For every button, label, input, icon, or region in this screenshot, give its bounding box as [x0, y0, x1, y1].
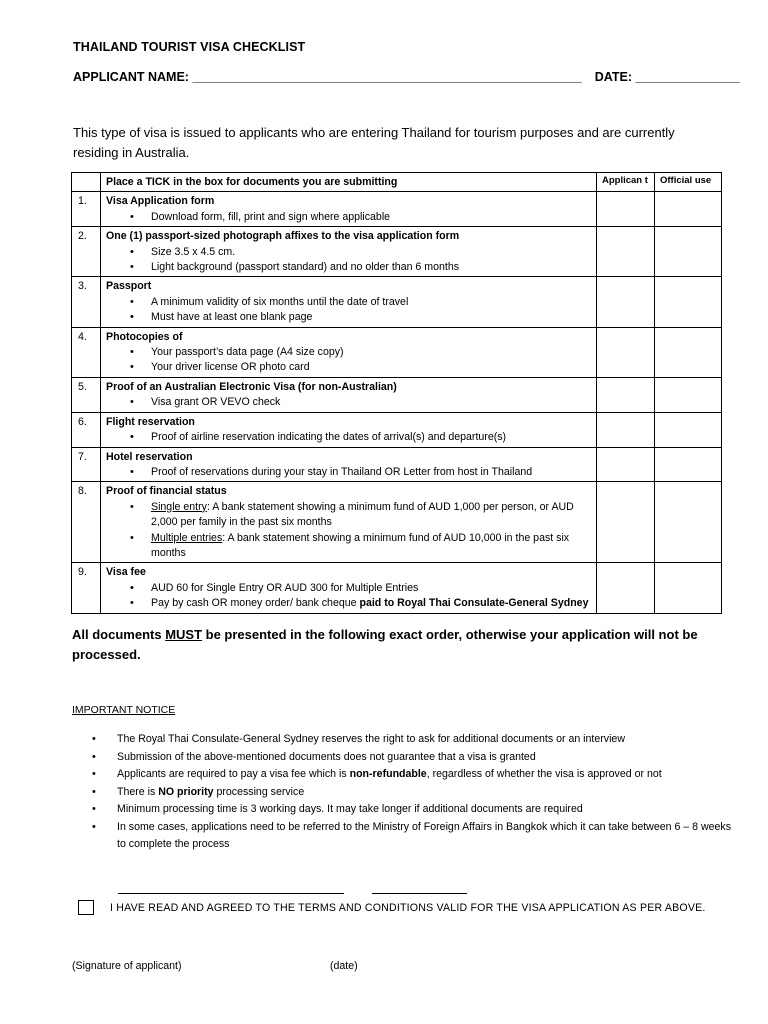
applicant-name-label: APPLICANT NAME: — [73, 70, 189, 84]
signature-line[interactable] — [118, 893, 344, 894]
table-row — [72, 412, 722, 447]
list-item: • Minimum processing time is 3 working days. It may take longer if additional documents are required — [72, 801, 732, 819]
list-item: • A minimum validity of six months until the date of travel — [106, 295, 592, 310]
row-number: 5. — [72, 377, 101, 412]
applicant-name-line[interactable]: ________________________________________________________ — [192, 70, 582, 84]
official-use-box — [655, 327, 722, 377]
must-emphasis: MUST — [165, 627, 203, 642]
row-content — [101, 277, 597, 327]
table-row — [72, 482, 722, 563]
signature-label: (Signature of applicant) — [72, 960, 182, 972]
table-row — [72, 227, 722, 277]
official-use-box — [655, 377, 722, 412]
applicant-tick-box[interactable] — [597, 227, 655, 277]
list-item: • Pay by cash OR money order/ bank cheque paid to Royal Thai Consulate-General Sydney — [106, 596, 592, 611]
list-item: • Multiple entries: A bank statement showing a minimum fund of AUD 10,000 in the past six months — [106, 531, 592, 562]
important-notice-heading: IMPORTANT NOTICE — [72, 704, 176, 716]
row-content — [101, 192, 597, 227]
row-title: Visa fee — [106, 566, 146, 579]
applicant-tick-box[interactable] — [597, 412, 655, 447]
list-item: • Must have at least one blank page — [106, 310, 592, 325]
applicant-row — [73, 70, 740, 84]
list-item: • Proof of airline reservation indicating the dates of arrival(s) and departure(s) — [106, 430, 592, 445]
header-applicant: Applican t — [597, 173, 655, 192]
table-row — [72, 277, 722, 327]
header-official-use: Official use — [655, 173, 722, 192]
list-item: • Your driver license OR photo card — [106, 360, 592, 375]
list-item: • Light background (passport standard) and no older than 6 months — [106, 260, 592, 275]
row-title: Hotel reservation — [106, 450, 193, 463]
agreement-statement: I HAVE READ AND AGREED TO THE TERMS AND CONDITIONS VALID FOR THE VISA APPLICATION AS PER ABOVE. — [110, 902, 706, 914]
table-row — [72, 327, 722, 377]
applicant-tick-box[interactable] — [597, 327, 655, 377]
list-item: • In some cases, applications need to be referred to the Ministry of Foreign Affairs in Bangkok which it can take between 6 – 8 weeks to complete the process — [72, 819, 732, 854]
list-item: • AUD 60 for Single Entry OR AUD 300 for Multiple Entries — [106, 581, 592, 596]
row-number: 6. — [72, 412, 101, 447]
signature-date-line[interactable] — [372, 893, 467, 894]
list-item: • Proof of reservations during your stay in Thailand OR Letter from host in Thailand — [106, 465, 592, 480]
applicant-tick-box[interactable] — [597, 482, 655, 563]
applicant-tick-box[interactable] — [597, 563, 655, 613]
row-title: Proof of an Australian Electronic Visa (for non-Australian) — [106, 380, 397, 393]
row-content — [101, 377, 597, 412]
date-line[interactable]: _______________ — [635, 70, 740, 84]
row-number: 7. — [72, 447, 101, 482]
official-use-box — [655, 412, 722, 447]
row-number: 4. — [72, 327, 101, 377]
order-requirement-note: All documents MUST be presented in the following exact order, otherwise your application will not be processed. — [72, 627, 698, 662]
table-row — [72, 377, 722, 412]
applicant-tick-box[interactable] — [597, 277, 655, 327]
list-item: • Applicants are required to pay a visa fee which is non-refundable, regardless of whether the visa is approved or not — [72, 766, 732, 784]
row-content — [101, 227, 597, 277]
table-row — [72, 192, 722, 227]
applicant-tick-box[interactable] — [597, 447, 655, 482]
row-title: One (1) passport-sized photograph affixes to the visa application form — [106, 230, 460, 243]
row-number: 2. — [72, 227, 101, 277]
row-content — [101, 563, 597, 613]
applicant-tick-box[interactable] — [597, 377, 655, 412]
row-content — [101, 482, 597, 563]
official-use-box — [655, 447, 722, 482]
row-content — [101, 447, 597, 482]
table-row — [72, 563, 722, 613]
list-item: • Submission of the above-mentioned documents does not guarantee that a visa is granted — [72, 749, 732, 767]
row-title: Photocopies of — [106, 330, 183, 343]
list-item: • Size 3.5 x 4.5 cm. — [106, 245, 592, 260]
row-title: Passport — [106, 280, 152, 293]
header-num-cell — [72, 173, 101, 192]
list-item: • Single entry: A bank statement showing a minimum fund of AUD 1,000 per person, or AUD 2,000 per family in the past six months — [106, 500, 592, 531]
row-title: Proof of financial status — [106, 485, 227, 498]
row-number: 9. — [72, 563, 101, 613]
list-item: • The Royal Thai Consulate-General Sydney reserves the right to ask for additional documents or an interview — [72, 731, 732, 749]
list-item: • There is NO priority processing service — [72, 784, 732, 802]
header-instruction: Place a TICK in the box for documents you are submitting — [101, 173, 597, 192]
row-title: Flight reservation — [106, 415, 195, 428]
row-number: 8. — [72, 482, 101, 563]
table-row — [72, 447, 722, 482]
official-use-box — [655, 277, 722, 327]
official-use-box — [655, 482, 722, 563]
agreement-checkbox[interactable] — [78, 900, 94, 915]
row-number: 3. — [72, 277, 101, 327]
document-title: THAILAND TOURIST VISA CHECKLIST — [73, 40, 306, 54]
list-item: • Your passport’s data page (A4 size copy) — [106, 345, 592, 360]
applicant-tick-box[interactable] — [597, 192, 655, 227]
date-caption: (date) — [330, 960, 358, 972]
document-checklist-table — [71, 172, 722, 614]
list-item: • Download form, fill, print and sign where applicable — [106, 210, 592, 225]
table-header-row — [72, 173, 722, 192]
row-number: 1. — [72, 192, 101, 227]
important-notice-list — [72, 731, 732, 854]
row-content — [101, 327, 597, 377]
official-use-box — [655, 227, 722, 277]
intro-paragraph: This type of visa is issued to applicants who are entering Thailand for tourism purposes and are currently residing in Australia. — [73, 125, 675, 160]
date-label: DATE: — [594, 70, 632, 84]
official-use-box — [655, 192, 722, 227]
list-item: • Visa grant OR VEVO check — [106, 395, 592, 410]
row-title: Visa Application form — [106, 195, 215, 208]
row-content — [101, 412, 597, 447]
official-use-box — [655, 563, 722, 613]
